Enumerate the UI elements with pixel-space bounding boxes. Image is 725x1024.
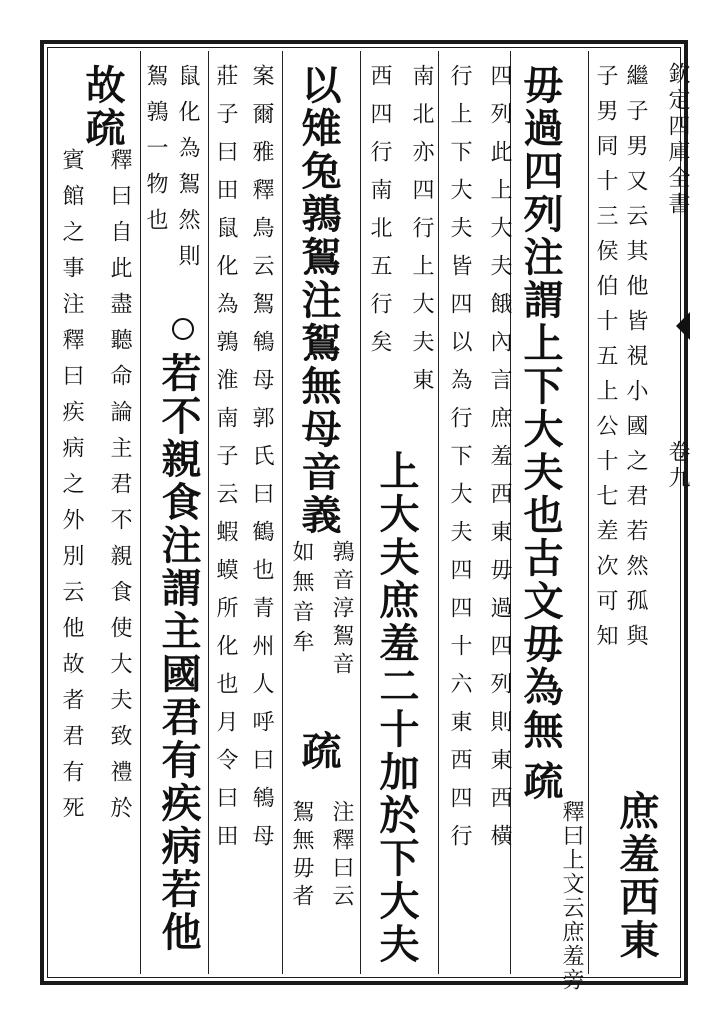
text-column: 四列此上大夫餓內言庶羞西東毋過四列則東西橫	[487, 64, 512, 862]
text-column-main: 疏	[295, 730, 342, 773]
text-column-main: 上大夫庶羞二十加於下大夫	[373, 450, 420, 966]
text-column-main: 若不親食注謂主國君有疾病若他	[155, 352, 202, 954]
text-column: 賓館之事注釋曰疾病之外別云他故者君有死	[59, 148, 84, 832]
text-column-main: 庶羞西東	[613, 790, 660, 962]
column-rule	[588, 51, 589, 974]
text-column-main: 疏	[517, 760, 564, 803]
text-column: 注釋曰云	[329, 800, 354, 912]
circle-mark	[172, 318, 194, 340]
text-column-main: 毋過四列注謂上下大夫也古文毋為無	[517, 64, 564, 752]
text-column: 鴽鶉一物也	[143, 64, 168, 244]
column-rule	[360, 51, 361, 974]
text-column: 鶉音淳鴽音	[329, 540, 354, 680]
text-column: 繼子男又云其他皆視小國之君若然孤與	[623, 64, 648, 659]
text-column: 案爾雅釋鳥云鴽鴾母郭氏曰鶴也青州人呼曰鴾母	[249, 64, 274, 862]
text-column: 西四行南北五行矣	[367, 64, 392, 368]
text-column: 如無音牟	[289, 540, 314, 660]
volume-label: 卷九	[665, 440, 690, 492]
fish-tail-mark	[676, 312, 690, 340]
column-rule	[208, 51, 209, 974]
text-column: 南北亦四行上大夫東	[409, 64, 434, 406]
book-title: 欽定四庫全書	[665, 62, 690, 218]
column-rule	[438, 51, 439, 974]
text-column-main: 故疏	[79, 64, 126, 150]
text-column: 莊子曰田鼠化為鶉淮南子云蝦蟆所化也月令曰田	[213, 64, 238, 862]
text-column: 鴽無毋者	[289, 800, 314, 912]
text-column: 釋曰自此盡聽命論主君不親食使大夫致禮於	[107, 148, 132, 832]
text-column: 鼠化為鴽然則	[175, 64, 200, 280]
text-column: 釋曰上文云庶羞旁	[559, 800, 584, 992]
column-rule	[140, 51, 141, 974]
text-column: 子男同十三侯伯十五上公十七差次可知	[593, 64, 618, 659]
text-column-main: 以雉兔鶉鴽注鴽無母音義	[295, 64, 342, 537]
text-column: 行上下大夫皆四以為行下大夫四四十六東西四行	[447, 64, 472, 862]
column-rule	[282, 51, 283, 974]
